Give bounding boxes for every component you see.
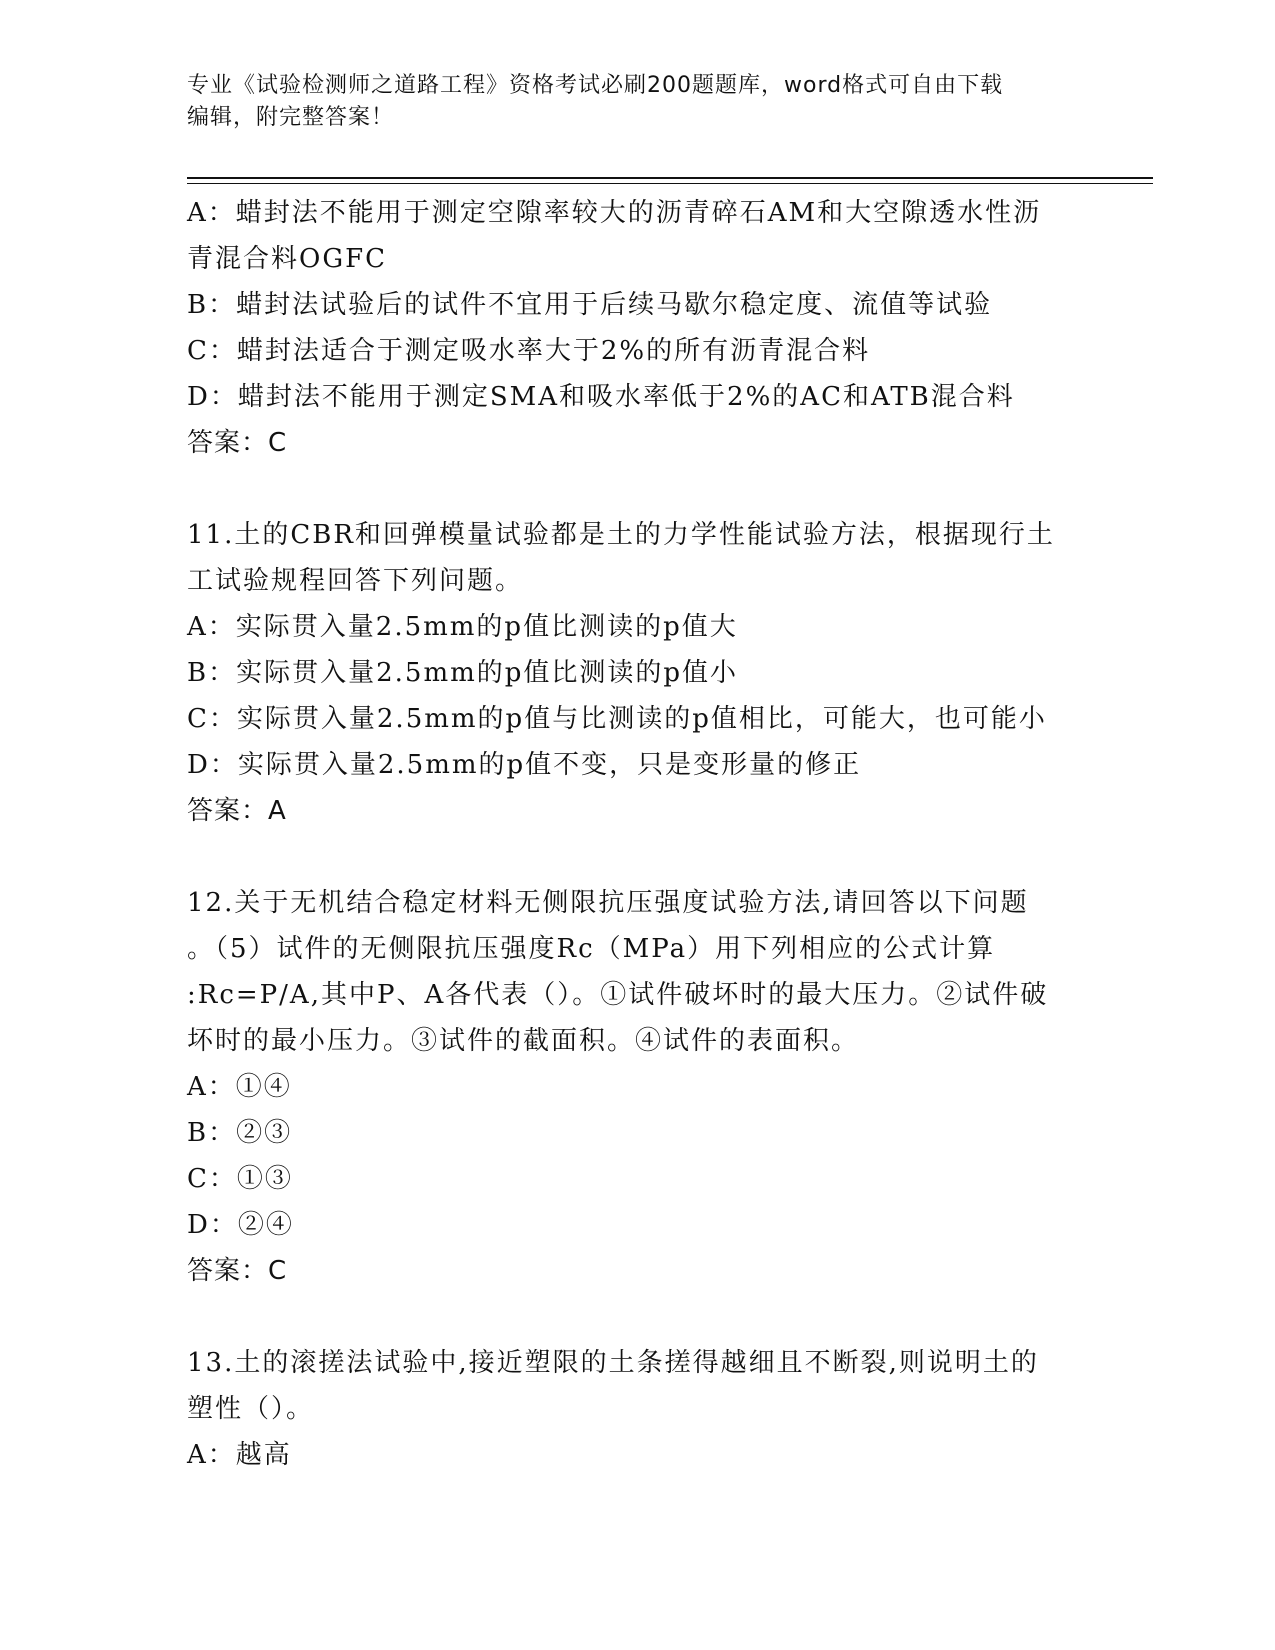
question-stem-line: 13.土的滚搓法试验中,接近塑限的土条搓得越细且不断裂,则说明土的	[187, 1348, 1039, 1378]
option-line: D：蜡封法不能用于测定SMA和吸水率低于2%的AC和ATB混合料	[187, 382, 1015, 412]
spacer	[187, 466, 1087, 512]
option-line: A：蜡封法不能用于测定空隙率较大的沥青碎石AM和大空隙透水性沥	[187, 198, 1042, 228]
question-13	[187, 1340, 1087, 1478]
answer-line: 答案：C	[187, 1256, 288, 1286]
option-line: C：实际贯入量2.5mm的p值与比测读的p值相比，可能大，也可能小	[187, 704, 1047, 734]
option-line: A：实际贯入量2.5mm的p值比测读的p值大	[187, 612, 738, 642]
option-line: D：②④	[187, 1210, 294, 1240]
option-line: C：①③	[187, 1164, 293, 1194]
spacer	[187, 834, 1087, 880]
answer-line: 答案：C	[187, 428, 288, 458]
option-line: B：蜡封法试验后的试件不宜用于后续马歇尔稳定度、流值等试验	[187, 290, 993, 320]
option-line: B：②③	[187, 1118, 293, 1148]
question-12	[187, 880, 1087, 1294]
answer-line: 答案：A	[187, 796, 287, 826]
option-line: A：①④	[187, 1072, 292, 1102]
question-stem-line: 12.关于无机结合稳定材料无侧限抗压强度试验方法,请回答以下问题	[187, 888, 1029, 918]
question-stem-line: :Rc=P/A,其中P、A各代表（）。①试件破坏时的最大压力。②试件破	[187, 980, 1049, 1010]
option-line: A：越高	[187, 1440, 292, 1470]
header-divider-thick	[187, 177, 1153, 179]
question-stem-line: 坏时的最小压力。③试件的截面积。④试件的表面积。	[187, 1026, 860, 1056]
spacer	[187, 1294, 1087, 1340]
option-line: B：实际贯入量2.5mm的p值比测读的p值小	[187, 658, 739, 688]
option-line: C：蜡封法适合于测定吸水率大于2%的所有沥青混合料	[187, 336, 871, 366]
header-line-1: 专业《试验检测师之道路工程》资格考试必刷200题题库，word格式可自由下载	[187, 73, 1004, 98]
header-divider-thin	[187, 183, 1153, 184]
question-10	[187, 190, 1087, 466]
header-line-2: 编辑，附完整答案！	[187, 105, 395, 130]
question-11	[187, 512, 1087, 834]
question-stem-line: 。（5）试件的无侧限抗压强度Rc（MPa）用下列相应的公式计算	[187, 934, 996, 964]
question-content	[187, 190, 1087, 1478]
question-stem-line: 塑性（）。	[187, 1394, 315, 1424]
question-stem-line: 工试验规程回答下列问题。	[187, 566, 524, 596]
option-line: D：实际贯入量2.5mm的p值不变，只是变形量的修正	[187, 750, 862, 780]
document-header	[187, 70, 1087, 134]
question-stem-line: 11.土的CBR和回弹模量试验都是土的力学性能试验方法，根据现行土	[187, 520, 1055, 550]
option-line: 青混合料OGFC	[187, 244, 388, 274]
